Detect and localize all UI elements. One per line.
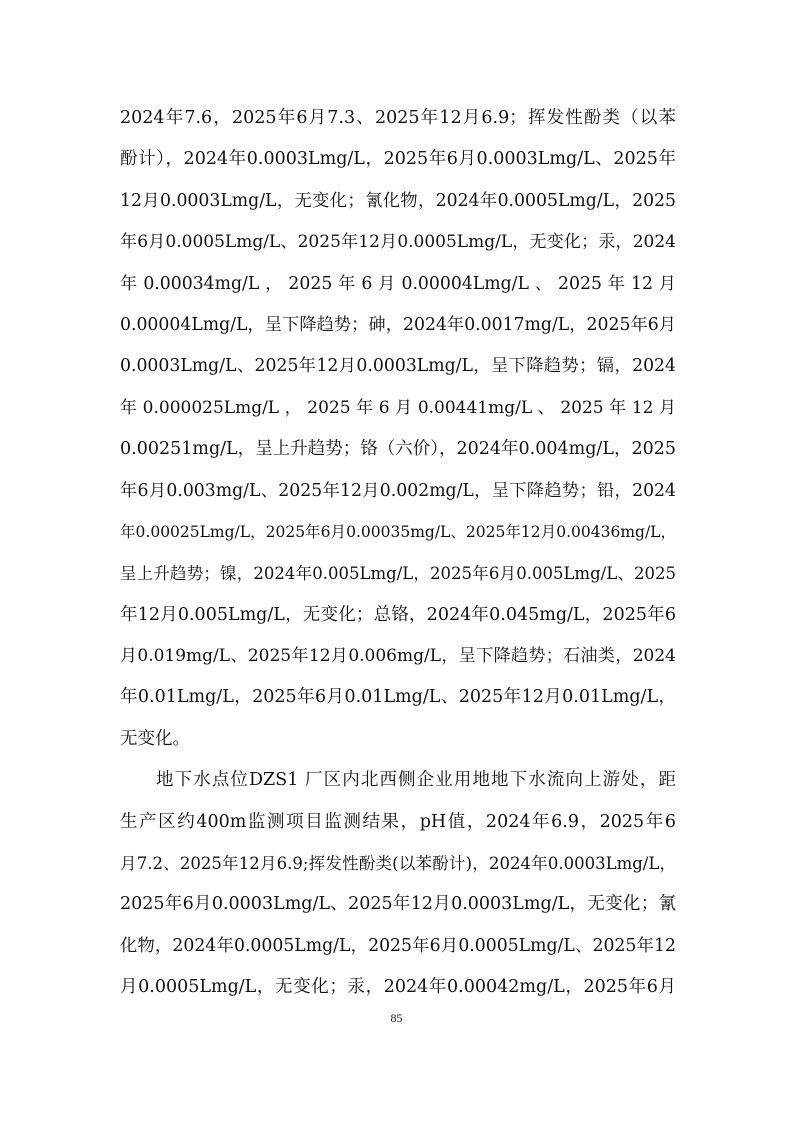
text-line: 月7.2、2025年12月6.9;挥发性酚类(以苯酚计)，2024年0.0003Lmg/L， [120, 854, 676, 874]
text-line: 0.0003Lmg/L、2025年12月0.0003Lmg/L，呈下降趋势；镉，2024 [120, 356, 676, 377]
page-number: 85 [390, 1011, 403, 1025]
text-line: 年 0.00034mg/L ， 2025 年 6 月 0.00004Lmg/L 、 2025 年 12 月 [120, 273, 676, 294]
text-line: 地下水点位DZS1 厂区内北西侧企业用地地下水流向上游处，距 [156, 770, 676, 791]
text-line: 2024年7.6，2025年6月7.3、2025年12月6.9；挥发性酚类（以苯 [120, 108, 676, 128]
text-line: 0.00251mg/L，呈上升趋势；铬（六价），2024年0.004mg/L，2025 [120, 439, 676, 460]
body-text [120, 98, 676, 1009]
text-line: 12月0.0003Lmg/L，无变化；氰化物，2024年0.0005Lmg/L，2025 [120, 190, 676, 211]
paragraph-1 [120, 98, 676, 760]
text-line: 年6月0.0005Lmg/L、2025年12月0.0005Lmg/L，无变化；汞，2024 [120, 232, 676, 253]
text-line: 2025年6月0.0003Lmg/L、2025年12月0.0003Lmg/L，无变化；氰 [120, 894, 676, 915]
text-line: 0.00004Lmg/L，呈下降趋势；砷，2024年0.0017mg/L，2025年6月 [120, 314, 676, 335]
text-line: 年 0.000025Lmg/L ， 2025 年 6 月 0.00441mg/L 、 2025 年 12 月 [120, 397, 676, 418]
text-line: 年0.01Lmg/L，2025年6月0.01Lmg/L、2025年12月0.01Lmg/L， [120, 687, 676, 708]
paragraph-2 [120, 760, 676, 1008]
text-line: 呈上升趋势；镍，2024年0.005Lmg/L，2025年6月0.005Lmg/L、2025 [120, 564, 676, 584]
text-line: 月0.0005Lmg/L，无变化；汞，2024年0.00042mg/L，2025年6月 [120, 977, 676, 998]
text-line: 年0.00025Lmg/L，2025年6月0.00035mg/L、2025年12月0.00436mg/L， [120, 522, 676, 541]
text-line: 年12月0.005Lmg/L，无变化；总铬，2024年0.045mg/L，2025年6 [120, 604, 676, 625]
text-line: 年6月0.003mg/L、2025年12月0.002mg/L，呈下降趋势；铅，2024 [120, 480, 676, 501]
text-line: 酚计），2024年0.0003Lmg/L，2025年6月0.0003Lmg/L、2025年 [120, 149, 676, 170]
text-line: 生产区约400m监测项目监测结果，pH值，2024年6.9，2025年6 [120, 811, 676, 832]
text-line: 化物，2024年0.0005Lmg/L，2025年6月0.0005Lmg/L、2025年12 [120, 935, 676, 956]
text-line: 无变化。 [120, 728, 190, 749]
text-line: 月0.019mg/L、2025年12月0.006mg/L，呈下降趋势；石油类，2024 [120, 646, 676, 667]
